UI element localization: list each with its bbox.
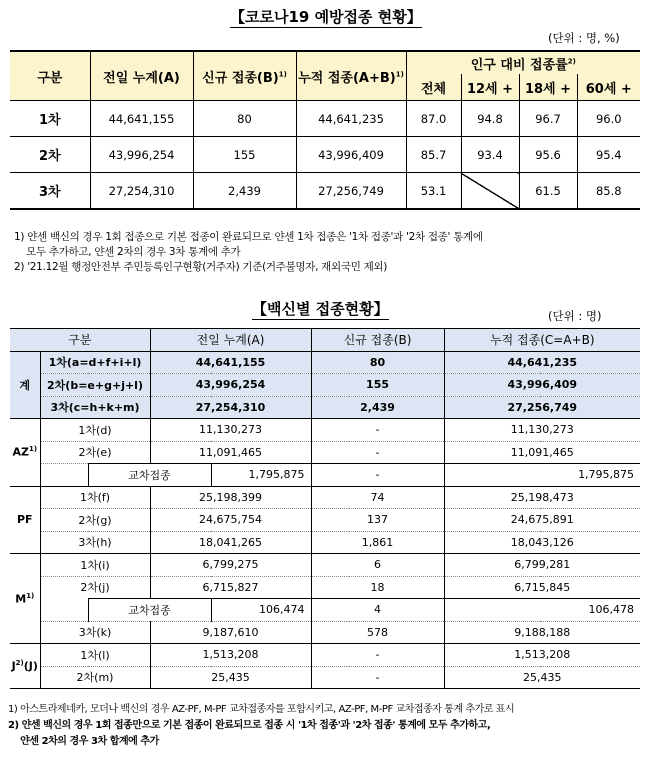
note-line: 2) '21.12월 행정안전부 주민등록인구현황(거주자) 기준(거주불명자, 재외국민 제외): [14, 261, 388, 273]
row-label: 1차(f): [40, 486, 150, 509]
cell-new: 137: [311, 509, 444, 532]
cell-prev: 27,254,310: [150, 396, 311, 419]
cell-new: 6: [311, 554, 444, 577]
note-line: 1) 아스트라제네카, 모더나 백신의 경우 AZ-PF, M-PF 교차접종자를 포함시키고, AZ-PF, M-PF 교차접종자 통계 추가로 표시: [8, 704, 515, 715]
header-category: 구분: [10, 51, 90, 101]
cell-prev: 1,513,208: [150, 644, 311, 667]
cell-cum: 18,043,126: [444, 531, 640, 554]
cell-prev: 11,091,465: [150, 441, 311, 464]
row-label-cross: 교차접종: [88, 464, 211, 487]
cell-prev: 44,641,155: [150, 351, 311, 374]
cell-new: -: [311, 464, 444, 487]
header-cumulative: 누적 접종$(A+B)^{1)}$: [296, 51, 406, 101]
row-label: 1차(d): [40, 419, 150, 442]
row-label: 3차(c=h+k+m): [40, 396, 150, 419]
table1-title: 【코로나19 예방접종 현황】: [230, 8, 422, 26]
row-label-cross: 교차접종: [88, 599, 211, 622]
table-row: [10, 137, 640, 173]
header-total: 전체: [406, 74, 461, 101]
cell-new: 74: [311, 486, 444, 509]
cell-cum: 11,130,273: [444, 419, 640, 442]
cell-new: 4: [311, 599, 444, 622]
row-label: 2차(j): [80, 581, 110, 595]
cell-new: 2,439: [311, 396, 444, 419]
cell-age18: 95.6: [519, 137, 577, 173]
vaccination-status-table: [10, 50, 640, 210]
cell-age18: 96.7: [519, 101, 577, 137]
cell-prev: 6,715,827: [150, 576, 311, 599]
row-label: 3차(k): [40, 621, 150, 644]
cell-new: 1,861: [311, 531, 444, 554]
group-j: $J^{2)}(J)$: [10, 644, 40, 689]
cell-cum: 25,198,473: [444, 486, 640, 509]
cell-age18: 61.5: [519, 173, 577, 210]
cell-prev: 1,795,875: [211, 464, 311, 487]
row-label: 3차(h): [40, 531, 150, 554]
row-label: 2차(g): [40, 509, 150, 532]
cell-cum: 6,715,845: [444, 576, 640, 599]
row-label: 2차(m): [40, 666, 150, 689]
cell-age12-na: [461, 173, 519, 210]
cell-new: -: [311, 419, 444, 442]
cell-cum: 27,256,749: [296, 173, 406, 210]
cell-cum: 11,091,465: [444, 441, 640, 464]
row-label: 1차: [10, 101, 90, 137]
header-cum: 누적 접종(C=A+B): [444, 329, 640, 352]
cell-prev: 18,041,265: [150, 531, 311, 554]
cell-cum: 106,478: [540, 599, 640, 622]
group-az: AZ$^{1)}$: [10, 419, 40, 487]
table-row: [10, 173, 640, 210]
cell-age60: 95.4: [577, 137, 640, 173]
note-line: 모두 추가하고, 얀센 2차의 경우 3차 통계에 추가: [14, 246, 241, 258]
cell-new: 155: [193, 137, 296, 173]
cell-total: 53.1: [406, 173, 461, 210]
cell-cum: 43,996,409: [296, 137, 406, 173]
cell-cum: 6,799,281: [444, 554, 640, 577]
note-line: 얀센 2차의 경우 3차 합계에 추가: [8, 736, 159, 747]
group-m: $M^{1)}$: [10, 554, 40, 644]
cell-cum: 24,675,891: [444, 509, 640, 532]
cell-new: -: [311, 666, 444, 689]
row-label: 2차(b=e+g+j+l): [40, 374, 150, 397]
cell-new: 80: [311, 351, 444, 374]
table2-unit: (단위 : 명): [548, 309, 602, 323]
note-line: 1) 얀센 백신의 경우 1회 접종으로 기본 접종이 완료되므로 얀센 1차 접종은 '1차 접종'과 '2차 접종' 통계에: [14, 231, 483, 243]
header-new: 신규 접종(B): [311, 329, 444, 352]
cell-new: 18: [311, 576, 444, 599]
row-label: 1차(a=d+f+i+l): [40, 351, 150, 374]
cell-new: 155: [311, 374, 444, 397]
cell-cum: 44,641,235: [296, 101, 406, 137]
cell-prev: 27,254,310: [90, 173, 193, 210]
cell-cum: 43,996,409: [444, 374, 640, 397]
header-age60: 60세 +: [577, 74, 640, 101]
table-row: [10, 101, 640, 137]
cell-cum: 27,256,749: [444, 396, 640, 419]
cell-new: 2,439: [193, 173, 296, 210]
cell-prev: 43,996,254: [90, 137, 193, 173]
header-rate: 인구 대비 접종률$^{2)}$: [406, 51, 640, 74]
cell-prev: 25,198,399: [150, 486, 311, 509]
cell-total: 87.0: [406, 101, 461, 137]
cell-cum: 44,641,235: [444, 351, 640, 374]
cell-new: 578: [311, 621, 444, 644]
cell-age60: 96.0: [577, 101, 640, 137]
header-age12: 12세 +: [461, 74, 519, 101]
cell-prev: 9,187,610: [150, 621, 311, 644]
cell-prev: 11,130,273: [150, 419, 311, 442]
cell-cum: 1,513,208: [444, 644, 640, 667]
row-label: 1차(i): [40, 554, 150, 577]
table1-notes: [14, 230, 639, 275]
header-prev: 전일 누계(A): [150, 329, 311, 352]
cell-prev: 24,675,754: [150, 509, 311, 532]
row-label: 1차(l): [40, 644, 150, 667]
table1-unit: (단위 : 명, %): [548, 31, 620, 45]
group-total: 계: [10, 351, 40, 419]
note-line: 2) 얀센 백신의 경우 1회 접종만으로 기본 접종이 완료되므로 접종 시 '1차 접종'과 '2차 접종' 통계에 모두 추가하고,: [8, 720, 491, 731]
cell-cum: 9,188,188: [444, 621, 640, 644]
cell-cum: 25,435: [444, 666, 640, 689]
cell-prev: 106,474: [211, 599, 311, 622]
cell-prev: 6,799,275: [150, 554, 311, 577]
header-new: 신규 접종$(B)^{1)}$: [193, 51, 296, 101]
cell-age60: 85.8: [577, 173, 640, 210]
cell-age12: 94.8: [461, 101, 519, 137]
cell-new: 80: [193, 101, 296, 137]
vaccine-by-type-table: [10, 328, 640, 689]
cell-prev: 25,435: [150, 666, 311, 689]
cell-cum: 1,795,875: [540, 464, 640, 487]
cell-new: -: [311, 441, 444, 464]
table2-title: 【백신별 접종현황】: [252, 300, 389, 318]
row-label: 2차(e): [40, 441, 150, 464]
cell-age12: 93.4: [461, 137, 519, 173]
cell-total: 85.7: [406, 137, 461, 173]
table2-notes: [8, 702, 644, 750]
cell-new: -: [311, 644, 444, 667]
row-label: 3차: [10, 173, 90, 210]
header-age18: 18세 +: [519, 74, 577, 101]
row-label: 2차: [10, 137, 90, 173]
header-prev-cumulative: 전일 누계(A): [90, 51, 193, 101]
cell-prev: 43,996,254: [150, 374, 311, 397]
group-pf: PF: [10, 486, 40, 554]
header-category: 구분: [10, 329, 150, 352]
cell-prev: 44,641,155: [90, 101, 193, 137]
